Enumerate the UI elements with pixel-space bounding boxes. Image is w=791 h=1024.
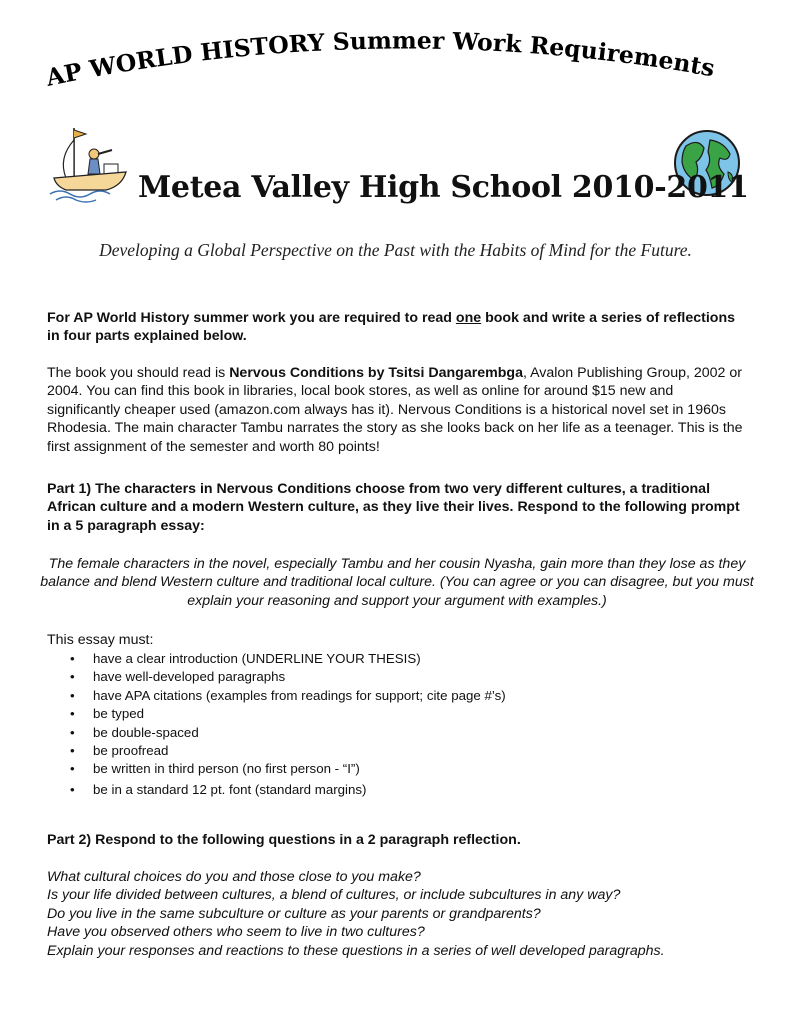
- requirement-text: be in a standard 12 pt. font (standard margins): [93, 781, 367, 797]
- list-item: [47, 781, 747, 799]
- requirement-text: be double-spaced: [93, 724, 199, 740]
- ship-icon: [46, 124, 130, 204]
- requirements-list: [47, 650, 747, 799]
- svg-text:AP WORLD HISTORY Summer Work R: [43, 26, 717, 92]
- book-paragraph: [47, 364, 747, 456]
- list-item: [47, 687, 747, 705]
- book-lead: The book you should read is: [47, 365, 230, 381]
- requirement-text: be written in third person (no first person - “I”): [93, 761, 360, 777]
- list-item: [47, 760, 747, 778]
- bullet: •: [70, 687, 75, 703]
- question-line: Have you observed others who seem to live in two cultures?: [47, 924, 425, 941]
- requirement-text: be proofread: [93, 742, 169, 758]
- part2-questions: [47, 868, 747, 960]
- bullet: •: [70, 651, 75, 666]
- part2-heading: Part 2) Respond to the following questions in a 2 paragraph reflection.: [47, 832, 521, 848]
- bullet: •: [70, 669, 75, 685]
- intro-text-a: For AP World History summer work you are required to read: [47, 310, 456, 326]
- bullet: •: [70, 781, 75, 797]
- requirement-text: have a clear introduction (UNDERLINE YOUR THESIS): [93, 651, 421, 666]
- page-title: [0, 0, 791, 110]
- question-line: Do you live in the same subculture or culture as your parents or grandparents?: [47, 905, 541, 922]
- question-line: Is your life divided between cultures, a blend of cultures, or include subcultures in any way?: [47, 887, 621, 904]
- list-item: [47, 650, 747, 668]
- bullet: •: [70, 706, 75, 722]
- bullet: •: [70, 761, 75, 777]
- requirement-text: have well-developed paragraphs: [93, 669, 286, 685]
- part1-heading: Part 1) The characters in Nervous Conditions choose from two very different cultures, a traditional African culture and a modern Western culture, as they live their lives. Respond to the following prompt in a 5 paragraph essay:: [47, 481, 740, 534]
- intro-underlined: one: [455, 310, 482, 326]
- question-line: Explain your responses and reactions to these questions in a series of well developed paragraphs.: [47, 942, 665, 959]
- list-item: [47, 705, 747, 723]
- list-item: [47, 724, 747, 742]
- intro-paragraph: [47, 309, 747, 346]
- title-text: AP WORLD HISTORY Summer Work Requirements: [43, 26, 717, 92]
- essay-must-label: This essay must:: [47, 632, 154, 648]
- bullet: •: [70, 742, 75, 758]
- bullet: •: [70, 724, 75, 740]
- part1-prompt: The female characters in the novel, especially Tambu and her cousin Nyasha, gain more than they lose as they balance and blend Western culture and traditional local culture. (You can agree or you can disagree, but you must explain your reasoning and support your argument with examples.): [40, 556, 754, 609]
- list-item: [47, 742, 747, 760]
- book-title: Nervous Conditions by Tsitsi Dangarembga: [229, 365, 523, 381]
- requirement-text: have APA citations (examples from readings for support; cite page #’s): [93, 687, 506, 703]
- requirement-text: be typed: [93, 706, 145, 722]
- school-heading: Metea Valley High School 2010-2011: [138, 170, 749, 205]
- book-details: , Avalon Publishing Group, 2002 or 2004. You can find this book in libraries, local book stores, as well as online for around $15 new and significantly cheaper used (amazon.com always has it). Nervous Conditions is a historical novel set in 1960s Rhodesia. The main character Tambu narrates the story as she looks back on her life as a teenager. This is the first assignment of the semester and worth 80 points!: [47, 365, 743, 455]
- list-item: [47, 668, 747, 686]
- question-line: What cultural choices do you and those close to you make?: [47, 869, 421, 885]
- intro-text-b: book and write a series of reflections in four parts explained below.: [47, 310, 736, 345]
- tagline: Developing a Global Perspective on the Past with the Habits of Mind for the Future.: [99, 240, 692, 260]
